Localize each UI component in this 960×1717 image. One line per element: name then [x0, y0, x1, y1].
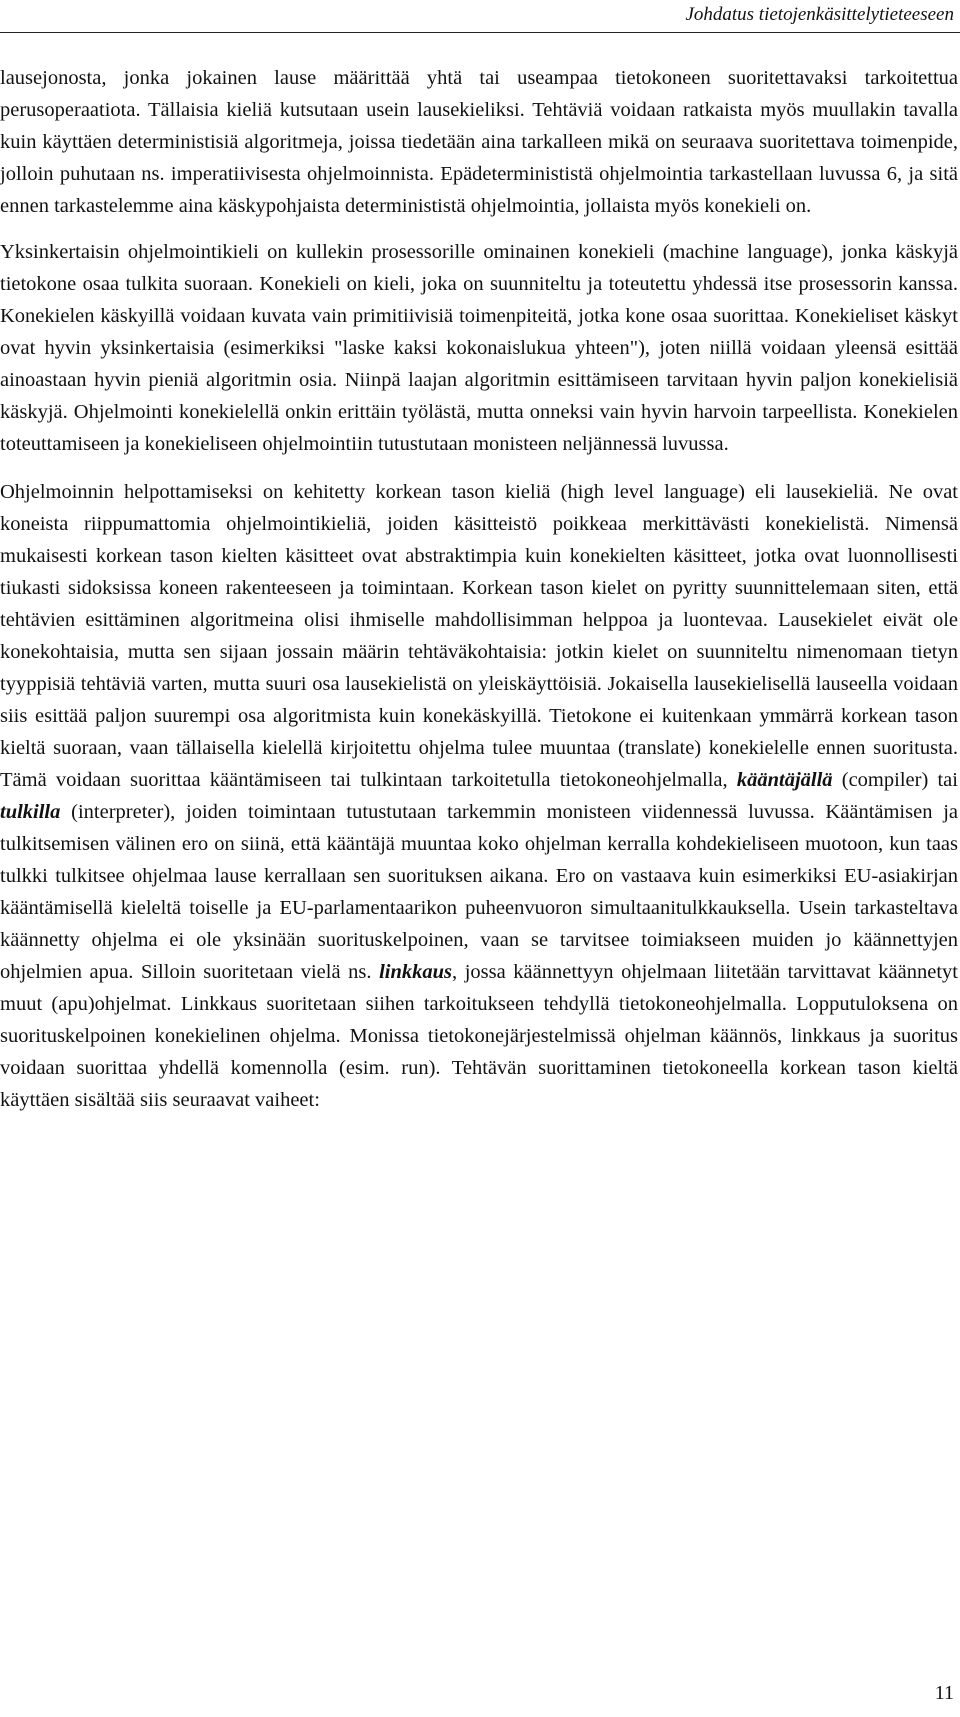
paragraph-text: , jossa käännettyyn ohjelmaan liitetään tarvittavat käännetyt muut (apu)ohjelmat. Linkkaus suoritetaan siihen tarkoitukseen tehdyllä tietokoneohjelmalla. Lopputuloksena on suorituskelpoinen konekielinen ohjelma. Monissa tietokonejärjestelmissä ohjelman käännös, linkkaus ja suoritus voidaan suorittaa yhdellä komennolla (esim. run). Tehtävän suorittaminen tietokoneella korkean tason kieltä käyttäen sisältää siis seuraavat vaiheet:	[0, 961, 958, 1111]
page-number: 11	[934, 1682, 954, 1704]
paragraph-high-level-languages	[0, 476, 958, 1116]
paragraph-text: (interpreter), joiden toimintaan tutustutaan tarkemmin monisteen viidennessä luvussa. Kääntämisen ja tulkitsemisen välinen ero on siinä, että kääntäjä muuntaa koko ohjelman kerralla kohdekieliseen muotoon, kun taas tulkki tulkitsee ohjelmaa lause kerrallaan sen suorituksen aikana. Ero on vastaava kuin esimerkiksi EU-asiakirjan kääntämisellä kieleltä toiselle ja EU-parlamentaarikon puheenvuoron simultaanitulkkauksella. Usein tarkasteltava käännetty ohjelma ei ole yksinään suorituskelpoinen, vaan se tarvitsee toimiakseen muiden jo käännettyjen ohjelmien apua. Silloin suoritetaan vielä ns.	[0, 801, 958, 983]
running-header: Johdatus tietojenkäsittelytieteeseen	[685, 4, 954, 25]
paragraph-statement-languages	[0, 62, 958, 222]
paragraph-text: (compiler) tai	[832, 769, 958, 791]
paragraph-text: Ohjelmoinnin helpottamiseksi on kehitetty korkean tason kieliä (high level language) eli lausekieliä. Ne ovat koneista riippumattomia ohjelmointikieliä, joiden käsitteistö poikkeaa merkittävästi konekielistä. Nimensä mukaisesti korkean tason kielten käsitteet ovat abstraktimpia kuin konekielten käsitteet, jotka ovat luonnollisesti tiukasti sidoksissa koneen rakenteeseen ja toimintaan. Korkean tason kielet on pyritty suunnittelemaan siten, että tehtävien esittäminen algoritmeina olisi ihmiselle mahdollisimman helppoa ja luontevaa. Lausekielet eivät ole konekohtaisia, mutta sen sijaan jossain määrin tehtäväkohtaisia: jotkin kielet on suunniteltu nimenomaan tietyn tyyppisiä tehtäviä varten, mutta suuri osa lausekielistä on yleiskäyttöisiä. Jokaisella lausekielisellä lauseella voidaan siis esittää paljon suurempi osa algoritmista kuin konekäskyillä. Tietokone ei kuitenkaan ymmärrä korkean tason kieltä suoraan, vaan tällaisella kielellä kirjoitettu ohjelma tulee muuntaa (translate) konekielelle ennen suoritusta. Tämä voidaan suorittaa kääntämiseen tai tulkintaan tarkoitetulla tietokoneohjelmalla,	[0, 481, 958, 791]
paragraph-machine-language	[0, 236, 958, 460]
term-linking: linkkaus	[379, 961, 453, 983]
paragraph-text: Yksinkertaisin ohjelmointikieli on kullekin prosessorille ominainen konekieli (machine language), jonka käskyjä tietokone osaa tulkita suoraan. Konekieli on kieli, joka on suunniteltu ja toteutettu yhdessä itse prosessorin kanssa. Konekielen käskyillä voidaan kuvata vain primitiivisiä toimenpiteitä, jotka kone osaa suorittaa. Konekieliset käskyt ovat hyvin yksinkertaisia (esimerkiksi "laske kaksi kokonaislukua yhteen"), joten niillä voidaan yleensä esittää ainoastaan hyvin pieniä algoritmin osia. Niinpä laajan algoritmin esittämiseen tarvitaan hyvin paljon konekielisiä käskyjä. Ohjelmointi konekielellä onkin erittäin työlästä, mutta onneksi vain hyvin harvoin tarpeellista. Konekielen toteuttamiseen ja konekieliseen ohjelmointiin tutustutaan monisteen neljännessä luvussa.	[0, 241, 958, 455]
header-divider	[0, 32, 960, 33]
paragraph-text: lausejonosta, jonka jokainen lause määrittää yhtä tai useampaa tietokoneen suoritettavaksi tarkoitettua perusoperaatiota. Tällaisia kieliä kutsutaan usein lausekieliksi. Tehtäviä voidaan ratkaista myös muullakin tavalla kuin käyttäen deterministisiä algoritmeja, joissa tiedetään aina tarkalleen mikä on seuraava suoritettava toimenpide, jolloin puhutaan ns. imperatiivisesta ohjelmoinnista. Epädeterminististä ohjelmointia tarkastellaan luvussa 6, ja sitä ennen tarkastelemme aina käskypohjaista determinististä ohjelmointia, jollaista myös konekieli on.	[0, 67, 958, 217]
body-text	[0, 62, 958, 1132]
term-interpreter: tulkilla	[0, 801, 61, 823]
term-compiler: kääntäjällä	[736, 769, 833, 791]
